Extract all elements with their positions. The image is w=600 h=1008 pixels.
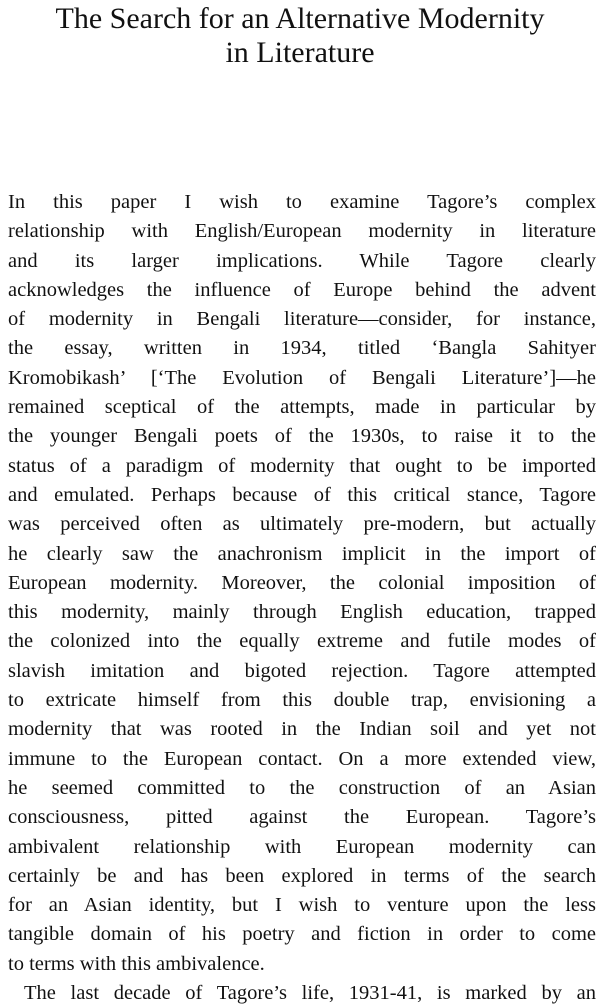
text-line: and emulated. Perhaps because of this critical stance, Tagore: [8, 483, 596, 506]
text-line: certainly be and has been explored in terms of the search: [8, 864, 596, 887]
text-line: this modernity, mainly through English education, trapped: [8, 601, 596, 624]
text-line: consciousness, pitted against the European. Tagore’s: [8, 806, 596, 829]
text-line: was perceived often as ultimately pre-modern, but actually: [8, 513, 596, 536]
chapter-title-line-1: The Search for an Alternative Modernity: [55, 2, 545, 35]
text-line: Kromobikash’ [‘The Evolution of Bengali Literature’]—he: [8, 366, 596, 389]
text-line: he seemed committed to the construction of an Asian: [8, 776, 596, 799]
paragraph-1: [8, 188, 596, 979]
text-line: the younger Bengali poets of the 1930s, to raise it to the: [8, 425, 596, 448]
text-line: slavish imitation and bigoted rejection. Tagore attempted: [8, 659, 596, 682]
chapter-title: [0, 0, 600, 70]
text-line: acknowledges the influence of Europe behind the advent: [8, 278, 596, 301]
text-line: for an Asian identity, but I wish to venture upon the less: [8, 894, 596, 917]
text-line: ambivalent relationship with European modernity can: [8, 835, 596, 858]
text-line: European modernity. Moreover, the colonial imposition of: [8, 571, 596, 594]
text-line: remained sceptical of the attempts, made in particular by: [8, 396, 596, 419]
text-line: to terms with this ambivalence.: [8, 952, 265, 975]
text-line: he clearly saw the anachronism implicit in the import of: [8, 542, 596, 565]
text-line: tangible domain of his poetry and fiction in order to come: [8, 923, 596, 946]
text-line: of modernity in Bengali literature—consider, for instance,: [8, 308, 596, 331]
chapter-title-line-2: in Literature: [225, 36, 375, 69]
text-line: In this paper I wish to examine Tagore’s complex: [8, 191, 596, 213]
text-line: modernity that was rooted in the Indian soil and yet not: [8, 718, 596, 741]
text-line: and its larger implications. While Tagore clearly: [8, 249, 596, 272]
text-line: to extricate himself from this double trap, envisioning a: [8, 689, 596, 712]
body-text: [8, 188, 596, 1008]
text-line: The last decade of Tagore’s life, 1931-41, is marked by an: [24, 982, 596, 1005]
text-line: immune to the European contact. On a more extended view,: [8, 747, 596, 770]
text-line: the colonized into the equally extreme and futile modes of: [8, 630, 596, 653]
text-line: relationship with English/European modernity in literature: [8, 220, 596, 243]
text-line: the essay, written in 1934, titled ‘Bangla Sahityer: [8, 337, 596, 360]
paragraph-2: [8, 979, 596, 1008]
text-line: status of a paradigm of modernity that ought to be imported: [8, 454, 596, 477]
